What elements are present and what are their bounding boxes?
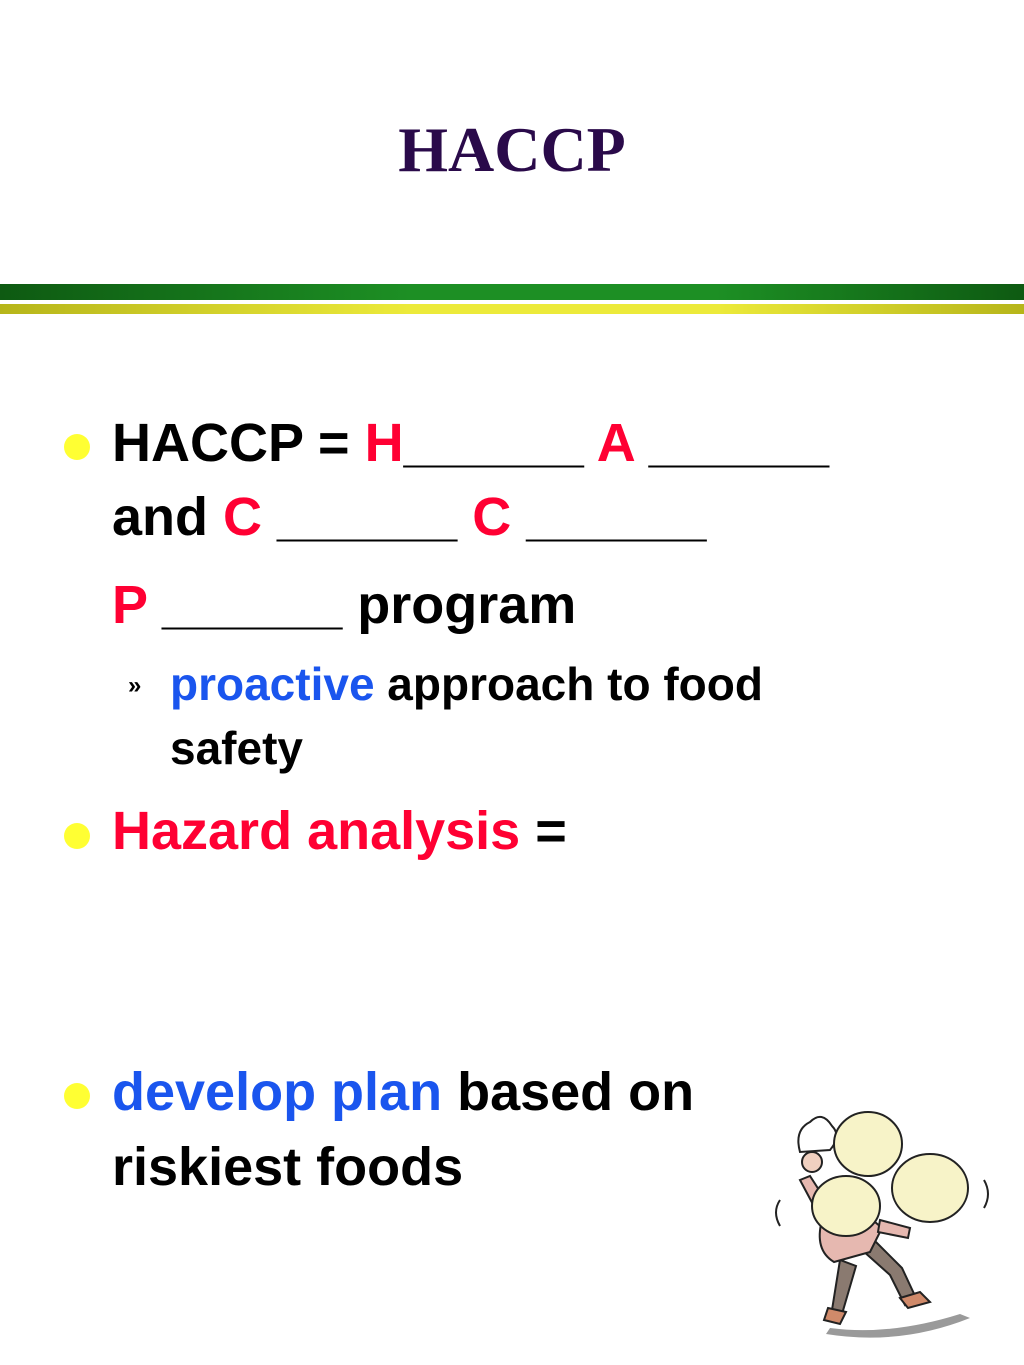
sub-bullet-rest: approach to food (374, 658, 763, 710)
letter-p: P (112, 575, 148, 635)
bullet-1-line-3 (112, 571, 576, 639)
blank-c2: ______ (511, 487, 707, 547)
bullet-3-line-2: riskiest foods (112, 1137, 464, 1197)
haccp-prefix: HACCP = (112, 413, 365, 473)
bullet-2-dot (64, 823, 90, 849)
sub-bullet-line-1 (170, 653, 763, 715)
bullet-3-line-1 (112, 1058, 694, 1126)
chef-carrying-sacks-icon (770, 1100, 1000, 1340)
and-word: and (112, 487, 224, 547)
bullet-1-line-2 (112, 483, 706, 551)
bullet-2-equals: = (520, 801, 567, 861)
bullet-1-line-1 (112, 409, 829, 477)
hazard-analysis-text: Hazard analysis (112, 801, 521, 861)
bullet-3-rest: based on (442, 1062, 695, 1122)
sub-bullet-marker: » (128, 672, 142, 699)
green-divider-bar (0, 284, 1024, 300)
sub-bullet-line-2: safety (170, 722, 303, 774)
proactive-word: proactive (170, 658, 375, 710)
bullet-3-dot (64, 1083, 90, 1109)
bullet-1-dot (64, 434, 90, 460)
blank-a: ______ (633, 413, 829, 473)
blank-c1: ______ (262, 487, 473, 547)
letter-c2: C (472, 487, 512, 547)
blank-h: ______ (403, 413, 597, 473)
letter-c1: C (223, 487, 263, 547)
letter-h: H (364, 413, 404, 473)
develop-plan-text: develop plan (112, 1062, 443, 1122)
slide-title: HACCP (398, 114, 626, 185)
letter-a: A (596, 413, 634, 473)
blank-p-program: ______ program (147, 575, 577, 635)
bullet-2-line-1 (112, 797, 567, 865)
yellow-divider-bar (0, 304, 1024, 314)
